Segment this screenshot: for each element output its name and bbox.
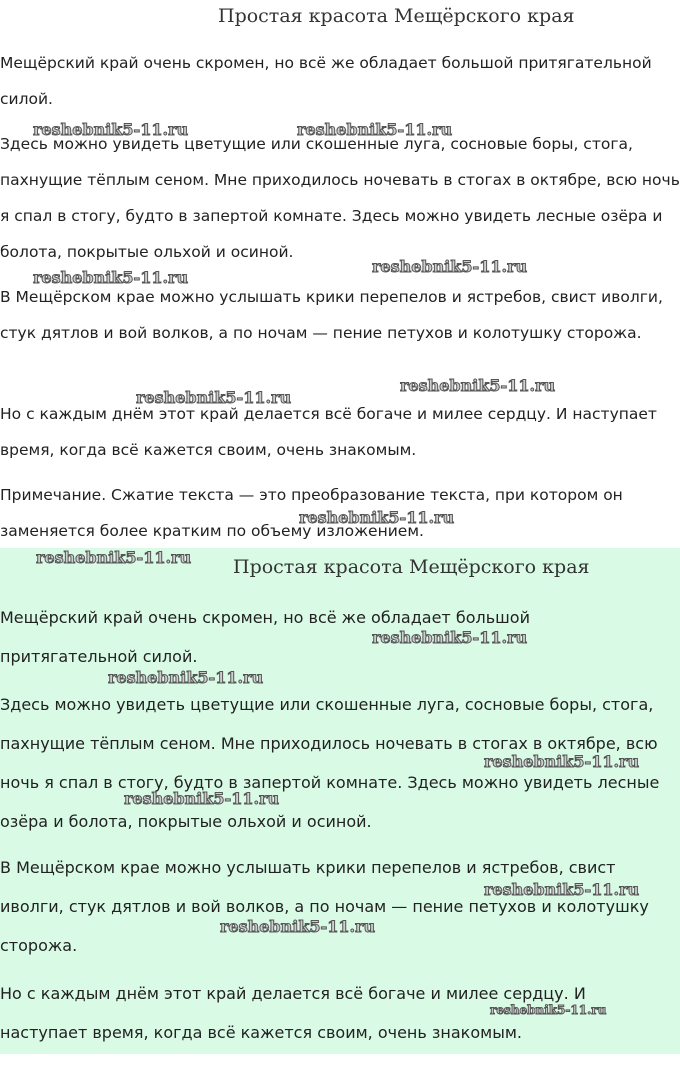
paragraph: Но с каждым днём этот край делается всё богаче и милее сердцу. И наступает время, когда всё кажется своим, очень знакомым. (0, 984, 586, 1042)
note-paragraph: Примечание. Сжатие текста — это преобразование текста, при котором он заменяется более кратким по объему изложением. (0, 486, 623, 540)
watermark: reshebnik5-11.ru (124, 789, 280, 808)
watermark: reshebnik5-11.ru (372, 628, 528, 647)
paragraph: Мещёрский край очень скромен, но всё же обладает большой притягательной силой. (0, 608, 530, 666)
watermark: reshebnik5-11.ru (297, 120, 453, 139)
paragraph: Мещёрский край очень скромен, но всё же обладает большой притягательной силой. (0, 54, 652, 108)
watermark: reshebnik5-11.ru (33, 268, 189, 287)
watermark: reshebnik5-11.ru (372, 257, 528, 276)
watermark: reshebnik5-11.ru (136, 388, 292, 407)
watermark: reshebnik5-11.ru (484, 880, 640, 899)
paragraph: Здесь можно увидеть цветущие или скошенные луга, сосновые боры, стога, пахнущие тёплым сеном. Мне приходилось ночевать в стогах в октябре, всю ночь я спал в стогу, будто в запертой комнате. Здесь можно увидеть лесные озёра и болота, покрытые ольхой и осиной. (0, 695, 660, 831)
watermark: reshebnik5-11.ru (220, 917, 376, 936)
paragraph: Здесь можно увидеть цветущие или скошенные луга, сосновые боры, стога, пахнущие тёплым сеном. Мне приходилось ночевать в стогах в октябре, всю ночь я спал в стогу, будто в запертой комнате. Здесь можно увидеть лесные озёра и болота, покрытые ольхой и осиной. (0, 135, 680, 261)
watermark: reshebnik5-11.ru (299, 508, 455, 527)
section-title: Простая красота Мещёрского края (218, 5, 575, 27)
watermark: reshebnik5-11.ru (36, 548, 192, 567)
paragraph: В Мещёрском крае можно услышать крики перепелов и ястребов, свист иволги, стук дятлов и вой волков, а по ночам — пение петухов и колотушку сторожа. (0, 288, 663, 342)
watermark: reshebnik5-11.ru (108, 668, 264, 687)
watermark: reshebnik5-11.ru (484, 752, 640, 771)
section-title: Простая красота Мещёрского края (233, 556, 590, 578)
watermark: reshebnik5-11.ru (490, 1003, 607, 1017)
text-section-highlighted (0, 548, 680, 1054)
paragraph: Но с каждым днём этот край делается всё богаче и милее сердцу. И наступает время, когда всё кажется своим, очень знакомым. (0, 405, 657, 459)
watermark: reshebnik5-11.ru (33, 120, 189, 139)
paragraph: В Мещёрском крае можно услышать крики перепелов и ястребов, свист иволги, стук дятлов и вой волков, а по ночам — пение петухов и колотушку сторожа. (0, 858, 649, 955)
watermark: reshebnik5-11.ru (400, 376, 556, 395)
